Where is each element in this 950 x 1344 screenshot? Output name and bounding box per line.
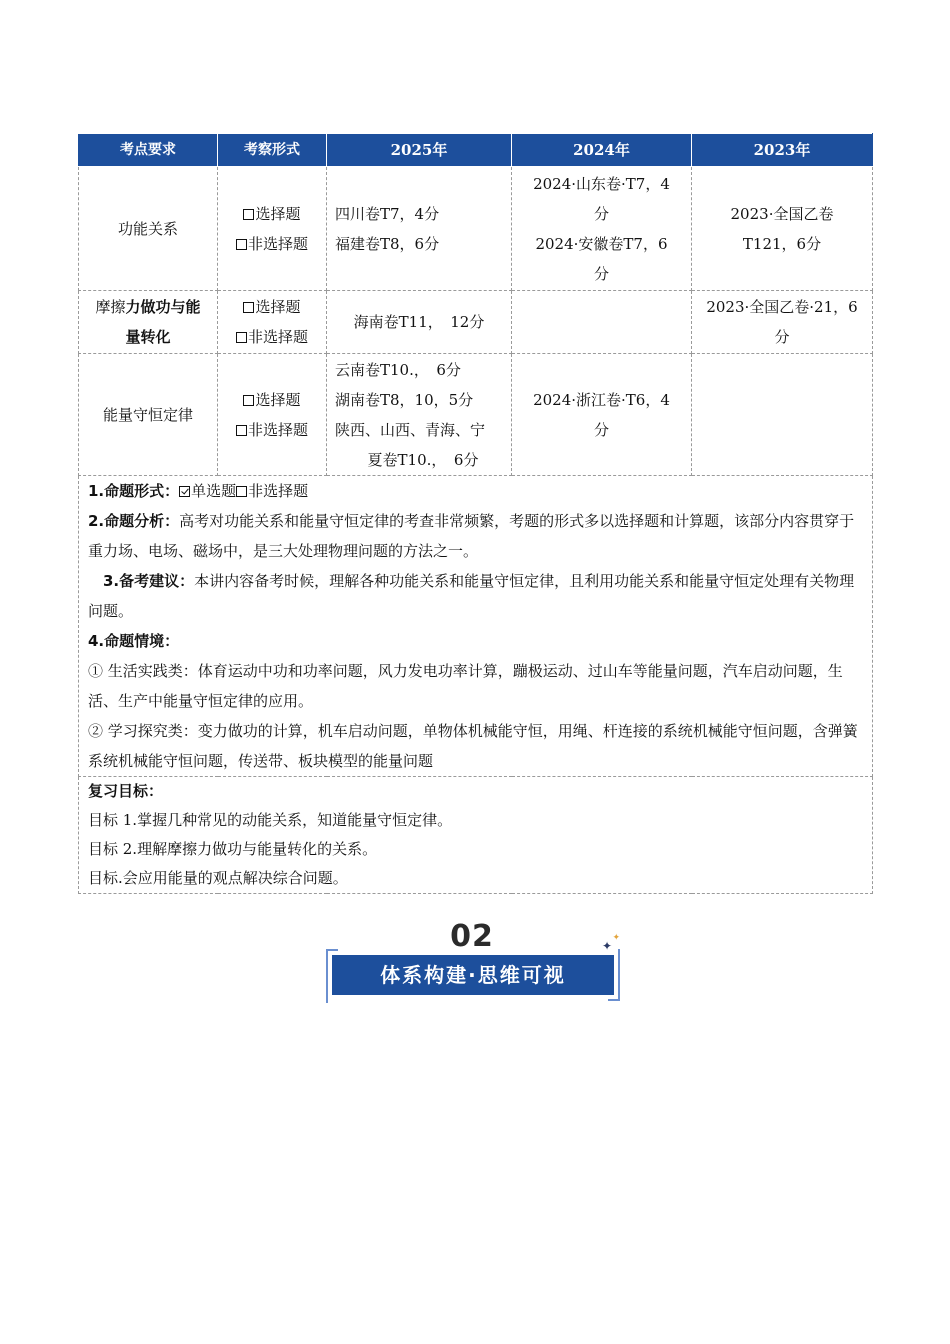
form-line: 1.命题形式： 单选题 非选择题 (88, 482, 309, 500)
form-cell: 选择题 非选择题 (218, 291, 327, 354)
header-2024: 2024年 (512, 134, 692, 167)
year-2025-cell: 云南卷T10.， 6分 湖南卷T8，10，5分 陕西、山西、青海、宁 夏卷T10.， 6分 (327, 354, 512, 476)
table-header-row (79, 134, 873, 167)
header-topic: 考点要求 (79, 134, 218, 167)
analysis-row (79, 476, 873, 777)
goal-item: 目标 1.掌握几种常见的动能关系，知道能量守恒定律。 (88, 811, 453, 829)
checked-box-icon[interactable] (179, 486, 190, 497)
header-2025: 2025年 (327, 134, 512, 167)
topic-cell: 功能关系 (79, 167, 218, 291)
sparkle-small-icon: ✦ (612, 933, 620, 943)
year-2025-cell: 海南卷T11， 12分 (327, 291, 512, 354)
checkbox-icon[interactable] (243, 302, 254, 313)
topic-cell: 能量守恒定律 (79, 354, 218, 476)
year-2024-cell (512, 291, 692, 354)
checkbox-icon[interactable] (243, 209, 254, 220)
sparkle-icon: ✦ (601, 939, 612, 953)
year-2023-cell (692, 354, 873, 476)
checkbox-icon[interactable] (236, 425, 247, 436)
checkbox-icon[interactable] (243, 395, 254, 406)
section-title-bar (332, 955, 614, 995)
context-item: ② 学习探究类：变力做功的计算，机车启动问题，单物体机械能守恒，用绳、杆连接的系统机械能守恒问题，含弹簧系统机械能守恒问题，传送带、板块模型的能量问题 (88, 722, 858, 770)
section-banner (322, 919, 622, 1003)
table-row (79, 167, 873, 291)
analysis-cell (79, 476, 873, 777)
context-item: ① 生活实践类：体育运动中功和功率问题，风力发电功率计算，蹦极运动、过山车等能量问题，汽车启动问题，生活、生产中能量守恒定律的应用。 (88, 662, 843, 710)
section-title: 体系构建·思维可视 (380, 963, 566, 987)
year-2024-cell: 2024·山东卷·T7，4 分 2024·安徽卷T7，6 分 (512, 167, 692, 291)
year-2024-cell: 2024·浙江卷·T6，4 分 (512, 354, 692, 476)
analysis-paragraph: 2.命题分析：高考对功能关系和能量守恒定律的考查非常频繁，考题的形式多以选择题和计算题，该部分内容贯穿于重力场、电场、磁场中，是三大处理物理问题的方法之一。 (88, 512, 855, 560)
goal-item: 目标.会应用能量的观点解决综合问题。 (88, 869, 348, 887)
checkbox-icon[interactable] (236, 486, 247, 497)
form-cell: 选择题 非选择题 (218, 354, 327, 476)
section-number: 02 (450, 919, 494, 954)
form-cell: 选择题 非选择题 (218, 167, 327, 291)
goals-row (79, 777, 873, 894)
year-2025-cell: 四川卷T7，4分 福建卷T8，6分 (327, 167, 512, 291)
checkbox-icon[interactable] (236, 239, 247, 250)
goals-cell (79, 777, 873, 894)
advice-paragraph: 3.备考建议：本讲内容备考时候，理解各种功能关系和能量守恒定律，且利用功能关系和能量守恒定处理有关物理问题。 (88, 572, 855, 620)
goal-item: 目标 2.理解摩擦力做功与能量转化的关系。 (88, 840, 378, 858)
goals-title: 复习目标： (88, 782, 164, 800)
checkbox-icon[interactable] (236, 332, 247, 343)
context-label: 4.命题情境： (88, 632, 180, 650)
table-row (79, 291, 873, 354)
exam-table (78, 133, 873, 894)
header-2023: 2023年 (692, 134, 873, 167)
table-row (79, 354, 873, 476)
header-form: 考察形式 (218, 134, 327, 167)
year-2023-cell: 2023·全国乙卷 T121，6分 (692, 167, 873, 291)
topic-cell: 摩擦力做功与能 量转化 (79, 291, 218, 354)
year-2023-cell: 2023·全国乙卷·21，6 分 (692, 291, 873, 354)
